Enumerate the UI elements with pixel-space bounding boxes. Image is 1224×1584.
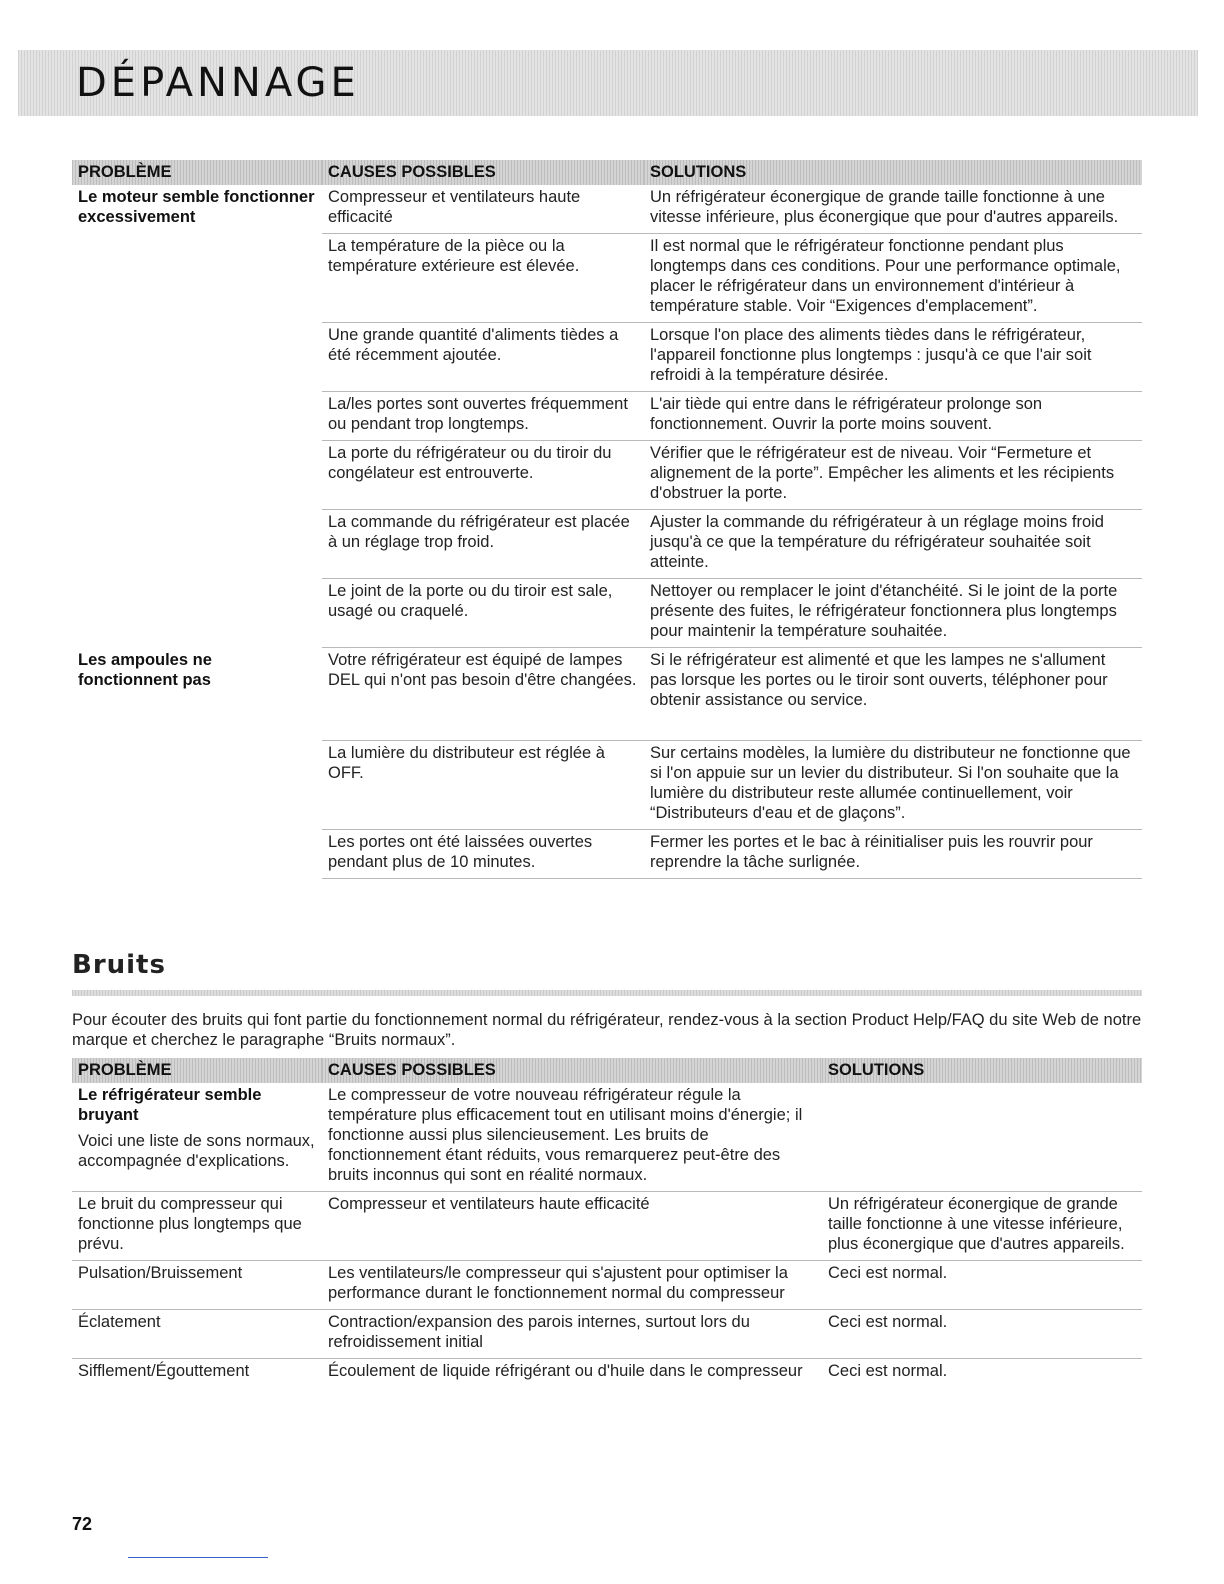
header-probleme: PROBLÈME	[72, 160, 322, 185]
table-row	[72, 1359, 1142, 1388]
solution-cell: Ceci est normal.	[822, 1310, 1142, 1359]
page-title: DÉPANNAGE	[76, 60, 360, 106]
header-causes: CAUSES POSSIBLES	[322, 1058, 822, 1083]
problem-cell: Éclatement	[72, 1310, 322, 1359]
page-number: 72	[72, 1514, 93, 1534]
problem-cell: Sifflement/Égouttement	[78, 1362, 250, 1380]
cause-cell: Compresseur et ventilateurs haute efficacité	[322, 185, 644, 234]
troubleshooting-table	[72, 160, 1142, 879]
solution-cell: Ceci est normal.	[822, 1261, 1142, 1310]
solution-cell: Ceci est normal.	[828, 1362, 948, 1380]
problem-title: Le réfrigérateur semble bruyant	[78, 1086, 262, 1124]
cause-cell: La porte du réfrigérateur ou du tiroir du congélateur est entrouverte.	[322, 441, 644, 510]
cause-cell: Une grande quantité d'aliments tièdes a été récemment ajoutée.	[322, 323, 644, 392]
solution-cell: Fermer les portes et le bac à réinitialiser puis les rouvrir pour reprendre la tâche surlignée.	[644, 830, 1142, 879]
cause-cell: Le compresseur de votre nouveau réfrigérateur régule la température plus efficacement tout en utilisant moins d'énergie; il fonctionne aussi plus silencieusement. Les bruits de fonctionnement étant réduits, vous remarquerez peut-être des bruits inconnus qui sont en réalité normaux.	[322, 1083, 822, 1192]
problem-cell	[72, 185, 322, 648]
cause-cell: Le joint de la porte ou du tiroir est sale, usagé ou craquelé.	[322, 579, 644, 648]
cause-cell: Les ventilateurs/le compresseur qui s'ajustent pour optimiser la performance durant le fonctionnement normal du compresseur	[322, 1261, 822, 1310]
solution-cell: Sur certains modèles, la lumière du distributeur ne fonctionne que si l'on appuie sur un levier du distributeur. Si l'on souhaite que la lumière du distributeur reste allumée continuellement, voir “Distributeurs d'eau et de glaçons”.	[644, 741, 1142, 830]
cause-cell: La commande du réfrigérateur est placée à un réglage trop froid.	[322, 510, 644, 579]
noise-table	[72, 1058, 1142, 1387]
cause-cell: Contraction/expansion des parois internes, surtout lors du refroidissement initial	[322, 1310, 822, 1359]
problem-cell	[72, 648, 322, 879]
problem-cell: Pulsation/Bruissement	[72, 1261, 322, 1310]
table-row	[72, 1192, 1142, 1261]
problem-title: Le moteur semble fonctionner excessivement	[78, 188, 315, 226]
footer-link-line	[128, 1557, 268, 1558]
table-row	[72, 1310, 1142, 1359]
table-header-row	[72, 1058, 1142, 1083]
cause-cell: La lumière du distributeur est réglée à OFF.	[322, 741, 644, 830]
solution-cell: Nettoyer ou remplacer le joint d'étanchéité. Si le joint de la porte présente des fuites, le réfrigérateur fonctionnera plus longtemps pour maintenir la température souhaitée.	[644, 579, 1142, 648]
bruits-intro: Pour écouter des bruits qui font partie du fonctionnement normal du réfrigérateur, rendez-vous à la section Product Help/FAQ du site Web de notre marque et cherchez le paragraphe “Bruits normaux”.	[72, 1011, 1142, 1049]
solution-cell: Un réfrigérateur éconergique de grande taille fonctionne à une vitesse inférieure, plus éconergique que pour d'autres appareils.	[644, 185, 1142, 234]
solution-cell: Il est normal que le réfrigérateur fonctionne pendant plus longtemps dans ces conditions. Pour une performance optimale, placer le réfrigérateur dans un environnement d'intérieur à température stable. Voir “Exigences d'emplacement”.	[644, 234, 1142, 323]
table-header-row	[72, 160, 1142, 185]
table-row	[72, 185, 1142, 234]
solution-cell: Si le réfrigérateur est alimenté et que les lampes ne s'allument pas lorsque les portes ou le tiroir sont ouverts, téléphoner pour obtenir assistance ou service.	[644, 648, 1142, 741]
solution-cell: Lorsque l'on place des aliments tièdes dans le réfrigérateur, l'appareil fonctionne plus longtemps : jusqu'à ce que l'air soit refroidi à la température désirée.	[644, 323, 1142, 392]
header-causes: CAUSES POSSIBLES	[322, 160, 644, 185]
solution-cell: Un réfrigérateur éconergique de grande taille fonctionne à une vitesse inférieure, plus éconergique que d'autres appareils.	[822, 1192, 1142, 1261]
header-solutions: SOLUTIONS	[644, 160, 1142, 185]
cause-cell: Les portes ont été laissées ouvertes pendant plus de 10 minutes.	[322, 830, 644, 879]
problem-cell: Le bruit du compresseur qui fonctionne plus longtemps que prévu.	[72, 1192, 322, 1261]
solution-cell: L'air tiède qui entre dans le réfrigérateur prolonge son fonctionnement. Ouvrir la porte moins souvent.	[644, 392, 1142, 441]
solution-cell	[822, 1083, 1142, 1192]
cause-cell: Compresseur et ventilateurs haute efficacité	[322, 1192, 822, 1261]
cause-cell: Écoulement de liquide réfrigérant ou d'huile dans le compresseur	[328, 1362, 803, 1380]
section-divider	[72, 990, 1142, 996]
header-solutions: SOLUTIONS	[822, 1058, 1142, 1083]
problem-cell	[72, 1083, 322, 1192]
cause-cell: La température de la pièce ou la température extérieure est élevée.	[322, 234, 644, 323]
cause-cell: Votre réfrigérateur est équipé de lampes DEL qui n'ont pas besoin d'être changées.	[322, 648, 644, 741]
problem-title: Les ampoules ne fonctionnent pas	[78, 650, 212, 689]
solution-cell: Ajuster la commande du réfrigérateur à un réglage moins froid jusqu'à ce que la température du réfrigérateur souhaitée soit atteinte.	[644, 510, 1142, 579]
cause-cell: La/les portes sont ouvertes fréquemment ou pendant trop longtemps.	[322, 392, 644, 441]
section-title-bruits: Bruits	[72, 950, 166, 980]
solution-cell: Vérifier que le réfrigérateur est de niveau. Voir “Fermeture et alignement de la porte”. Empêcher les aliments et les récipients d'obstruer la porte.	[644, 441, 1142, 510]
table-row	[72, 648, 1142, 741]
header-banner	[18, 50, 1198, 116]
problem-note: Voici une liste de sons normaux, accompagnée d'explications.	[78, 1132, 315, 1170]
table-row	[72, 1083, 1142, 1192]
table-row	[72, 1261, 1142, 1310]
header-probleme: PROBLÈME	[72, 1058, 322, 1083]
